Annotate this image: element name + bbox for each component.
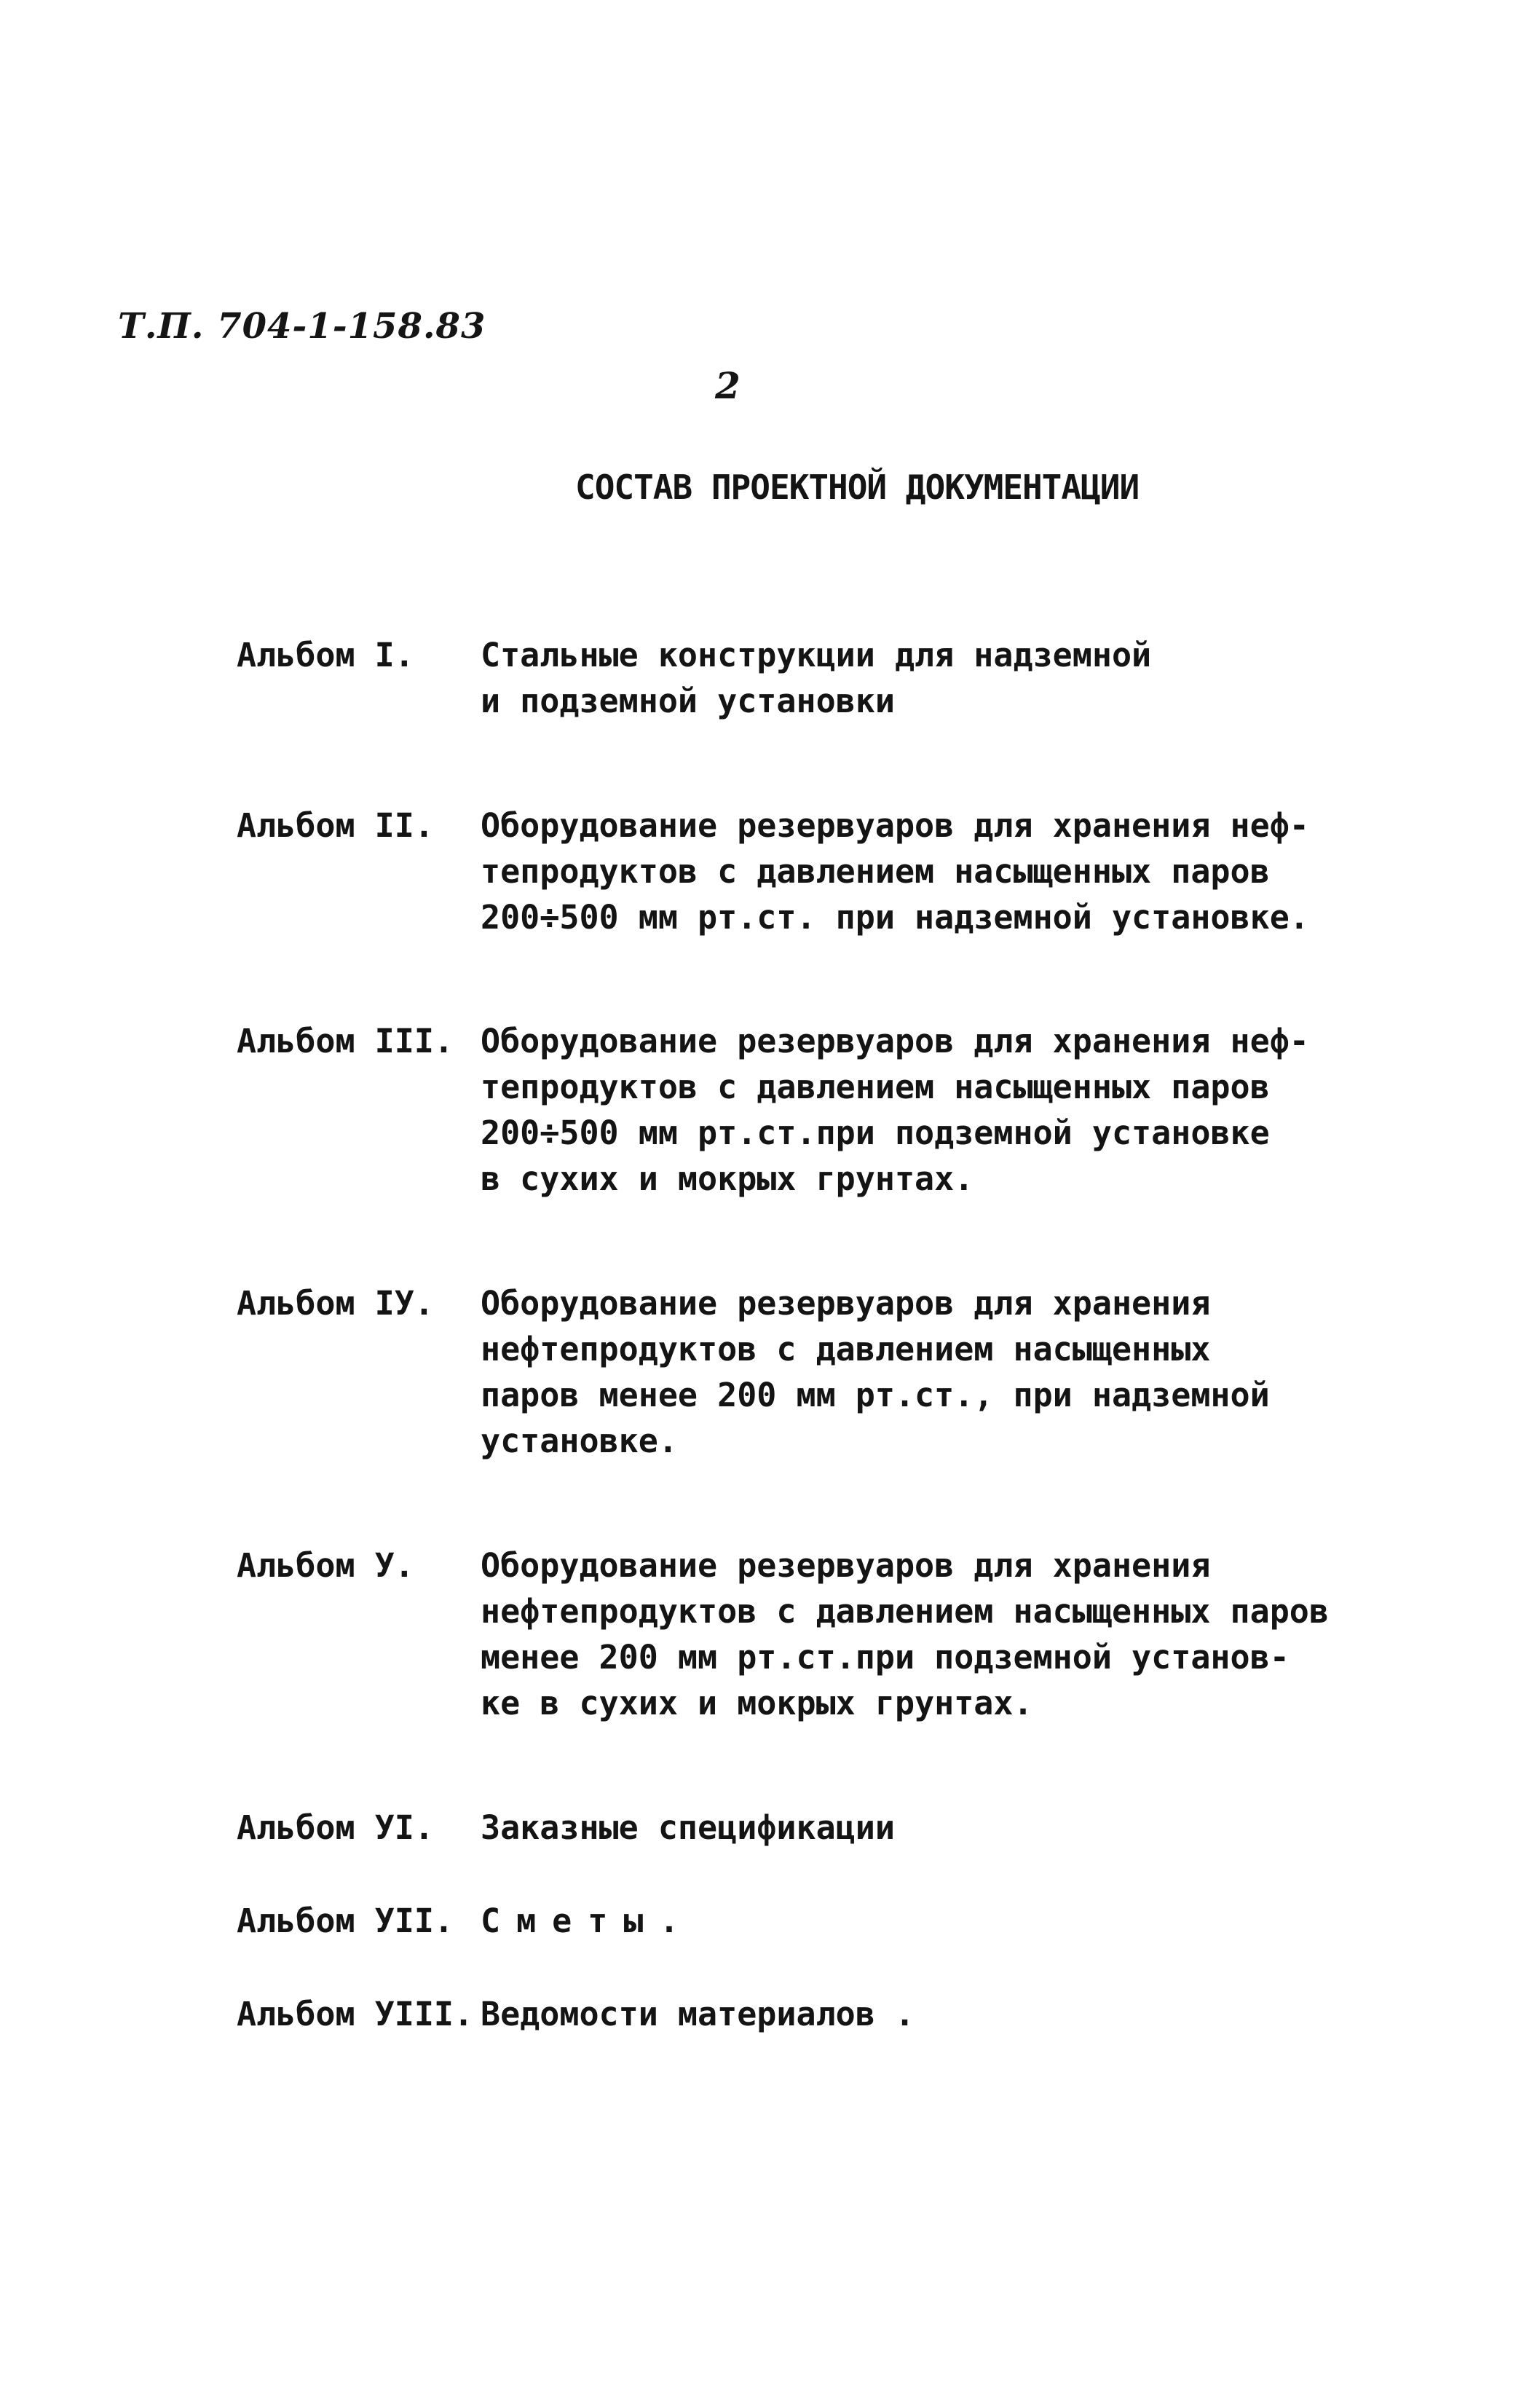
document-code: Т.П. 704-1-158.83 <box>118 306 486 347</box>
album-label: Альбом IУ. <box>237 1284 434 1323</box>
album-label: Альбом У. <box>237 1546 414 1585</box>
album-label: Альбом УI. <box>237 1808 434 1847</box>
album-description: Заказные спецификации <box>481 1808 895 1847</box>
page-title: СОСТАВ ПРОЕКТНОЙ ДОКУМЕНТАЦИИ <box>575 468 1140 507</box>
album-entry-5 <box>237 1543 1332 1726</box>
album-label: Альбом УIII. <box>237 1995 474 2033</box>
page-number: 2 <box>715 364 741 407</box>
album-description: Оборудование резервуаров для хранения неф- тепродуктов с давлением насыщенных паров 200÷500 мм рт.ст. при надземной установке. <box>481 806 1309 937</box>
album-entry-2 <box>237 803 1332 940</box>
album-description: Оборудование резервуаров для хранения нефтепродуктов с давлением насыщенных паров менее 200 мм рт.ст., при надземной установке. <box>481 1284 1270 1460</box>
album-entry-6 <box>237 1805 1332 1851</box>
album-entry-8 <box>237 1991 1332 2037</box>
album-label: Альбом III. <box>237 1022 454 1060</box>
album-description: Оборудование резервуаров для хранения нефтепродуктов с давлением насыщенных паров менее 200 мм рт.ст.при подземной установ- ке в сухих и мокрых грунтах. <box>481 1546 1329 1722</box>
album-entry-7 <box>237 1898 1332 1944</box>
album-entry-3 <box>237 1018 1332 1202</box>
album-label: Альбом I. <box>237 636 414 674</box>
album-description: Сметы. <box>481 1902 695 1940</box>
album-description: Ведомости материалов . <box>481 1995 915 2033</box>
album-entry-1 <box>237 632 1332 724</box>
album-entry-4 <box>237 1280 1332 1464</box>
album-label: Альбом II. <box>237 806 434 845</box>
album-description: Стальные конструкции для надземной и подземной установки <box>481 636 1152 720</box>
album-description: Оборудование резервуаров для хранения неф- тепродуктов с давлением насыщенных паров 200÷500 мм рт.ст.при подземной установке в сухих и мокрых грунтах. <box>481 1022 1309 1198</box>
album-label: Альбом УII. <box>237 1902 454 1940</box>
